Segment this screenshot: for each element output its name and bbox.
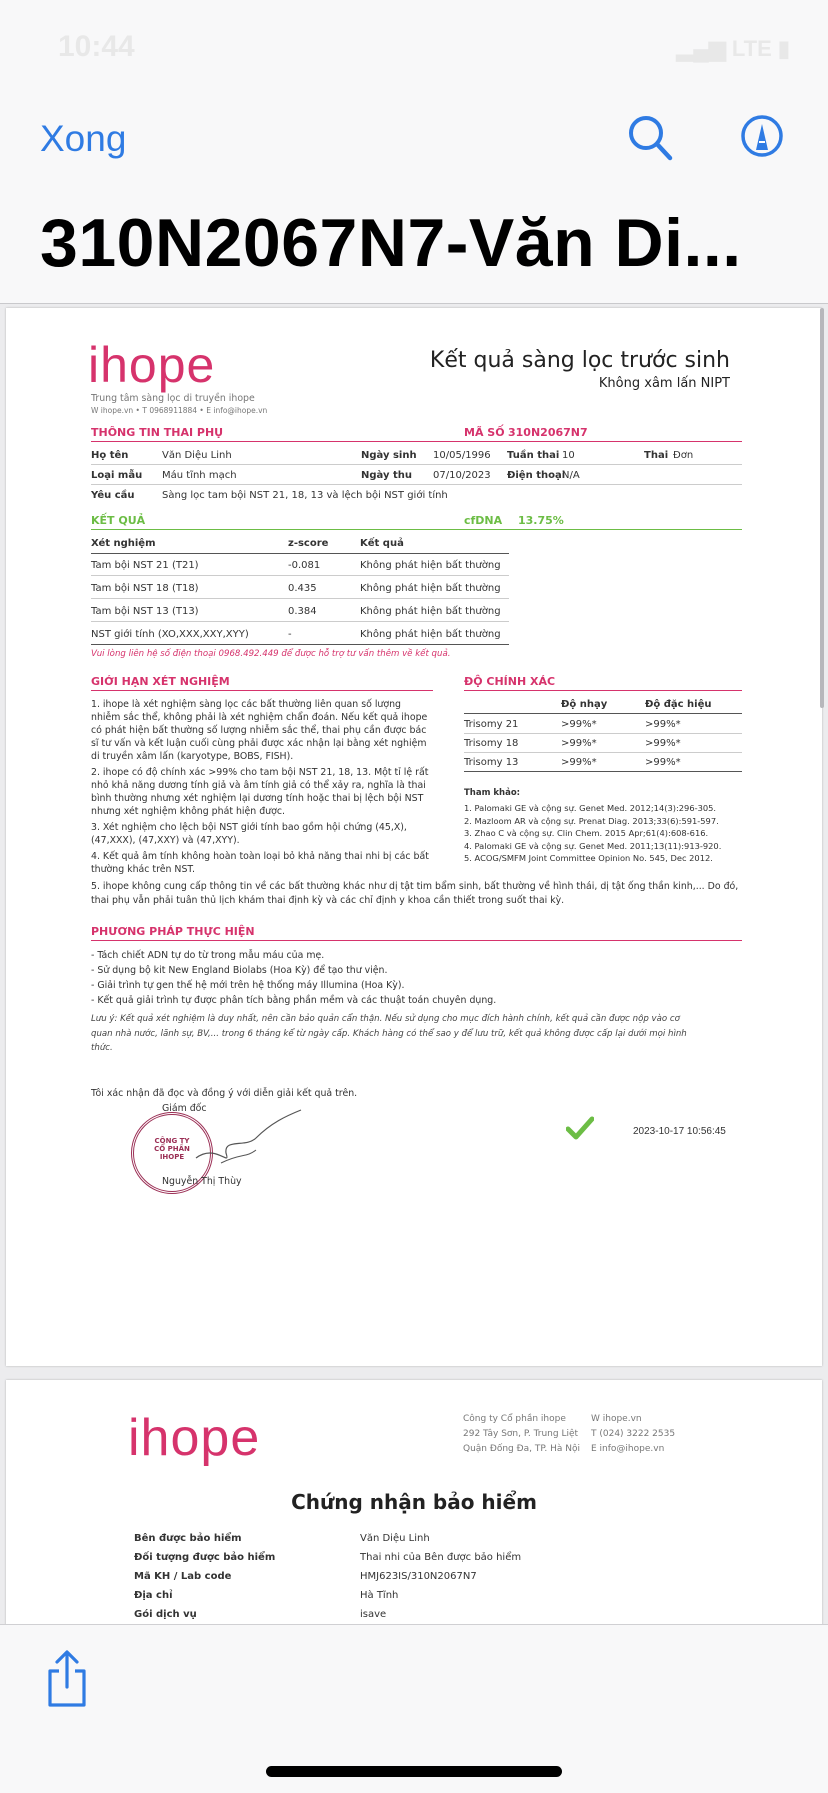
ref-item: 1. Palomaki GE và cộng sự. Genet Med. 2012;14(3):296-305.: [464, 803, 717, 813]
col-test: Xét nghiệm: [91, 538, 156, 549]
result-test: NST giới tính (XO,XXX,XXY,XYY): [91, 629, 249, 640]
home-indicator[interactable]: [266, 1766, 562, 1777]
value-name: Văn Diệu Linh: [162, 450, 232, 461]
ref-item: 2. Mazloom AR và cộng sự. Prenat Diag. 2013;33(6):591-597.: [464, 815, 719, 826]
result-test: Tam bội NST 18 (T18): [91, 583, 199, 594]
done-button[interactable]: Xong: [40, 118, 127, 159]
company-email: E info@ihope.vn: [591, 1444, 665, 1454]
signal-icon: ▂▄▆: [676, 36, 732, 61]
scroll-indicator[interactable]: [820, 308, 824, 708]
result-value: Không phát hiện bất thường: [360, 606, 501, 617]
label-package: Gói dịch vụ: [134, 1609, 197, 1620]
accuracy-specificity: >99%*: [645, 757, 681, 768]
limits-line: 2. ihope có độ chính xác >99% cho tam bội NST 21, 18, 13. Một tỉ lệ rất: [91, 767, 429, 778]
value-sample: Máu tĩnh mạch: [162, 470, 237, 481]
note-line: Lưu ý: Kết quả xét nghiệm là duy nhất, nên cần bảo quản cẩn thận. Nếu sử dụng cho mục đích hành chính, kết quả cần được nộp vào cơ: [91, 1014, 680, 1024]
certificate-title: Chứng nhận bảo hiểm: [291, 1490, 537, 1514]
value-dob: 10/05/1996: [433, 450, 491, 461]
accuracy-specificity: >99%*: [645, 738, 681, 749]
result-value: Không phát hiện bất thường: [360, 583, 501, 594]
ref-item: 3. Zhao C và cộng sự. Clin Chem. 2015 Apr;61(4):608-616.: [464, 828, 709, 839]
result-test: Tam bội NST 13 (T13): [91, 606, 199, 617]
label-name: Họ tên: [91, 450, 129, 461]
company-phone: T (024) 3222 2535: [591, 1429, 676, 1439]
confirm-text: Tôi xác nhận đã đọc và đồng ý với diễn giải kết quả trên.: [91, 1088, 358, 1099]
cfdna-label: cfDNA: [464, 514, 503, 527]
limits-line: có phát hiện bất thường số lượng nhiễm sắc thể, thai phụ cần được bác: [91, 725, 427, 736]
label-phone: Điện thoại: [507, 470, 566, 481]
ihope-logo: ihope: [128, 1409, 261, 1467]
value-collected: 07/10/2023: [433, 470, 491, 481]
code-label: MÃ SỐ: [464, 426, 505, 439]
pdf-page-2: [6, 1380, 822, 1624]
stamp-text: CÔNG TY CỔ PHẦN IHOPE: [154, 1137, 190, 1161]
accuracy-sensitivity: >99%*: [561, 719, 597, 730]
company-name: Công ty Cổ phần ihope: [463, 1414, 566, 1424]
note-line: quan nhà nước, lãnh sự, BV,... trong 6 tháng kể từ ngày cấp. Khách hàng có thể sao y để lưu trữ, kết quả không được cấp lại dưới mọi hình: [91, 1028, 687, 1039]
label-dob: Ngày sinh: [361, 450, 417, 461]
label-insured: Bên được bảo hiểm: [134, 1533, 242, 1544]
accuracy-section-title: ĐỘ CHÍNH XÁC: [464, 675, 556, 688]
value-package: isave: [360, 1609, 387, 1620]
result-test: Tam bội NST 21 (T21): [91, 560, 199, 571]
value-address: Hà Tĩnh: [360, 1590, 399, 1601]
limits-line: sĩ tư vấn và kết luận cuối cùng phải được xác nhận lại bằng xét nghiệm: [91, 738, 427, 749]
label-request: Yêu cầu: [91, 490, 135, 501]
cfdna-value: 13.75%: [518, 514, 564, 527]
info-section-title: THÔNG TIN THAI PHỤ: [91, 426, 224, 439]
accuracy-sensitivity: >99%*: [561, 738, 597, 749]
center-contact: W ihope.vn • T 0968911884 • E info@ihope.vn: [91, 406, 268, 415]
limits-line: nhỏ khả năng dương tính giả và âm tính giả có thể xảy ra, nghĩa là thai: [91, 780, 426, 791]
result-zscore: 0.384: [288, 606, 317, 617]
label-week: Tuần thai: [507, 450, 560, 461]
limits-line: bình thường nhưng xét nghiệm lại dương tính hoặc thai bị lệch bội NST: [91, 793, 424, 804]
pdf-page-1: [6, 308, 822, 1366]
method-item: - Giải trình tự gen thế hệ mới trên hệ thống máy Illumina (Hoa Kỳ).: [91, 980, 405, 991]
limits-line: nhiễm sắc thể, không phải là xét nghiệm chẩn đoán. Nếu kết quả ihope: [91, 712, 428, 723]
director-label: Giám đốc: [162, 1103, 207, 1114]
col-sensitivity: Độ nhạy: [561, 699, 608, 710]
refs-list: [464, 802, 721, 865]
status-bar: [0, 0, 828, 98]
pdf-viewer[interactable]: [0, 304, 828, 1624]
accuracy-label: Trisomy 21: [464, 719, 519, 730]
refs-title: Tham khảo:: [464, 788, 521, 798]
limits-line: (47,XXX), (47,XXY) và (47,XYY).: [91, 835, 240, 846]
result-value: Không phát hiện bất thường: [360, 560, 501, 571]
note-text: [91, 1012, 687, 1056]
search-icon[interactable]: [626, 112, 674, 164]
col-specificity: Độ đặc hiệu: [645, 699, 712, 710]
value-phone: N/A: [562, 470, 580, 481]
accuracy-specificity: >99%*: [645, 719, 681, 730]
limits-section-title: GIỚI HẠN XÉT NGHIỆM: [91, 675, 230, 688]
label-subject: Đối tượng được bảo hiểm: [134, 1552, 276, 1563]
note-line: thức.: [91, 1043, 113, 1053]
signed-timestamp: 2023-10-17 10:56:45: [633, 1126, 726, 1137]
method-list: [91, 948, 496, 1008]
company-address: [463, 1412, 580, 1457]
limits-line-5b: thai phụ vẫn phải tuân thủ lịch khám thai định kỳ và các chỉ định y khoa cần thiết trong suốt thai kỳ.: [91, 895, 565, 906]
accuracy-label: Trisomy 13: [464, 757, 519, 768]
limits-line: 1. ihope là xét nghiệm sàng lọc các bất thường liên quan số lượng: [91, 699, 402, 710]
ref-item: 4. Palomaki GE và cộng sự. Genet Med. 2011;13(11):913-920.: [464, 840, 722, 851]
method-item: - Sử dụng bộ kit New England Biolabs (Hoa Kỳ) để tạo thư viện.: [91, 965, 388, 976]
ref-item: 5. ACOG/SMFM Joint Committee Opinion No. 545, Dec 2012.: [464, 853, 713, 864]
nav-bar: [0, 98, 828, 304]
battery-icon: ▮: [771, 36, 790, 61]
label-labcode: Mã KH / Lab code: [134, 1571, 232, 1582]
company-web: W ihope.vn: [591, 1414, 642, 1424]
result-zscore: -: [288, 629, 292, 640]
signer-name: Nguyễn Thị Thùy: [162, 1176, 242, 1187]
label-sample: Loại mẫu: [91, 470, 143, 481]
value-fetus: Đơn: [673, 450, 694, 461]
value-request: Sàng lọc tam bội NST 21, 18, 13 và lệch bội NST giới tính: [162, 490, 448, 501]
limits-line: 3. Xét nghiệm cho lệch bội NST giới tính bao gồm hội chứng (45,X),: [91, 822, 407, 833]
status-time: 10:44: [58, 30, 135, 63]
limits-line: di truyền xâm lấn (karyotype, BOBS, FISH).: [91, 751, 294, 762]
result-value: Không phát hiện bất thường: [360, 629, 501, 640]
col-result: Kết quả: [360, 538, 404, 549]
col-zscore: z-score: [288, 538, 329, 549]
limits-line: thường khác trên NST.: [91, 864, 195, 875]
network-label: LTE: [731, 36, 772, 61]
accuracy-label: Trisomy 18: [464, 738, 519, 749]
address-line: 292 Tây Sơn, P. Trung Liệt: [463, 1429, 579, 1439]
value-insured: Văn Diệu Linh: [360, 1533, 430, 1544]
company-contact: [591, 1412, 675, 1457]
label-address: Địa chỉ: [134, 1590, 173, 1601]
method-section-title: PHƯƠNG PHÁP THỰC HIỆN: [91, 925, 255, 938]
limits-line: nhưng xét nghiệm không phát hiện được.: [91, 806, 285, 817]
markup-pen-icon[interactable]: [740, 112, 784, 164]
signature: [186, 1108, 306, 1178]
ihope-logo: ihope: [88, 337, 216, 393]
value-labcode: HMJ623IS/310N2067N7: [360, 1571, 477, 1582]
hotline-note: Vui lòng liên hệ số điện thoại 0968.492.449 để được hỗ trợ tư vấn thêm về kết quả.: [91, 649, 451, 659]
limits-line: 4. Kết quả âm tính không hoàn toàn loại bỏ khả năng thai nhi bị các bất: [91, 851, 429, 862]
status-network: [676, 36, 790, 62]
result-section-title: KẾT QUẢ: [91, 514, 146, 527]
center-name: Trung tâm sàng lọc di truyền ihope: [91, 393, 255, 404]
document-title: 310N2067N7-Văn Di...: [40, 205, 742, 281]
value-week: 10: [562, 450, 575, 461]
value-subject: Thai nhi của Bên được bảo hiểm: [360, 1552, 522, 1563]
share-icon[interactable]: [44, 1649, 90, 1709]
result-zscore: 0.435: [288, 583, 317, 594]
method-item: - Kết quả giải trình tự được phân tích bằng phần mềm và các thuật toán chuyên dụng.: [91, 995, 497, 1006]
result-zscore: -0.081: [288, 560, 321, 571]
report-subheading: Không xâm lấn NIPT: [598, 376, 730, 391]
limits-text: [91, 698, 436, 876]
limits-line-5a: 5. ihope không cung cấp thông tin về các bất thường khác như dị tật tim bẩm sinh, bất thường về hình thái, dị tật ống thần kinh,... Do đó,: [91, 881, 739, 892]
report-heading: Kết quả sàng lọc trước sinh: [429, 348, 730, 373]
address-line: Quận Đống Đa, TP. Hà Nội: [463, 1444, 580, 1454]
label-collected: Ngày thu: [361, 470, 412, 481]
accuracy-sensitivity: >99%*: [561, 757, 597, 768]
label-fetus: Thai: [644, 450, 669, 461]
method-item: - Tách chiết ADN tự do từ trong mẫu máu của mẹ.: [91, 950, 325, 961]
sample-code: 310N2067N7: [508, 426, 588, 439]
verified-check-icon: [566, 1116, 594, 1140]
